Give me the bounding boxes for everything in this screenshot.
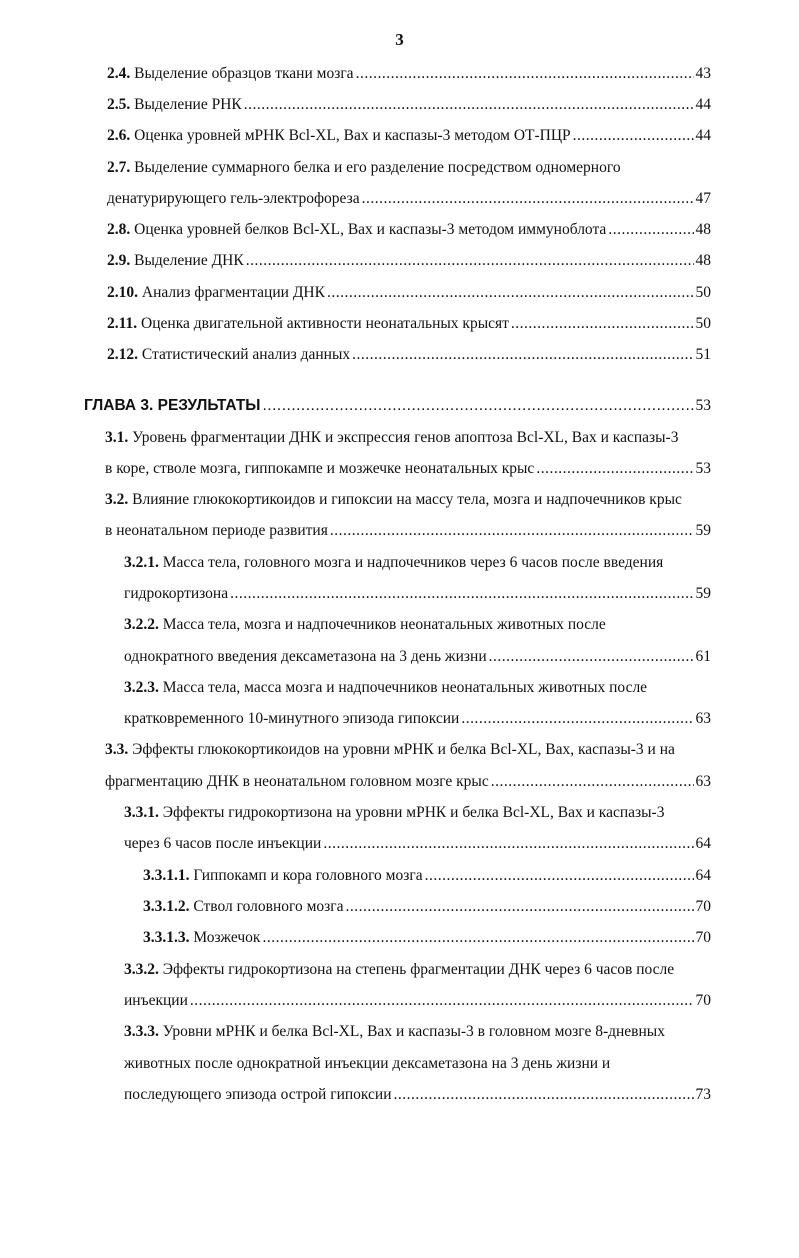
toc-entry-number: 3.2.1. — [124, 554, 159, 571]
leader-dots — [262, 396, 693, 416]
toc-entry — [105, 772, 711, 792]
toc-entry — [105, 459, 711, 479]
toc-entry-continuation: денатурирующего гель-электрофореза — [107, 190, 360, 207]
toc-entry — [124, 584, 711, 604]
toc-entry-number: 3.2. — [105, 491, 129, 508]
toc-entry — [105, 521, 711, 541]
toc-entry-continuation: животных после однократной инъекции дексаметазона на 3 день жизни и — [124, 1055, 611, 1072]
leader-dots — [573, 126, 694, 146]
toc-entry — [124, 1085, 711, 1105]
toc-entry-number: 3.3.1.2. — [143, 898, 190, 915]
toc-entry-page: 59 — [695, 522, 711, 539]
leader-dots — [425, 866, 694, 886]
leader-dots — [489, 647, 694, 667]
toc-entry-first-line — [124, 960, 674, 980]
leader-dots — [536, 459, 693, 479]
toc-entry-page: 48 — [695, 252, 711, 269]
toc-entry-page: 50 — [695, 284, 711, 301]
toc-entry-title: Масса тела, головного мозга и надпочечников через 6 часов после введения — [162, 554, 664, 571]
leader-dots — [346, 897, 694, 917]
leader-dots — [461, 709, 693, 729]
toc-entry — [143, 897, 711, 917]
page-number: 3 — [395, 30, 404, 49]
toc-entry-title: Оценка двигательной активности неонатальных крысят — [141, 315, 509, 332]
leader-dots — [323, 834, 693, 854]
toc-entry-continuation: через 6 часов после инъекции — [124, 835, 322, 852]
toc-entry-page: 64 — [695, 867, 711, 884]
toc-entry-title: Выделение суммарного белка и его разделение посредством одномерного — [134, 159, 621, 176]
toc-entry-title: Статистический анализ данных — [141, 346, 351, 363]
toc-entry-page: 70 — [695, 992, 711, 1009]
toc-entry-page: 47 — [695, 190, 711, 207]
toc-entry-page: 59 — [695, 585, 711, 602]
toc-entry-number: 2.7. — [107, 159, 131, 176]
toc-entry-page: 63 — [695, 710, 711, 727]
toc-entry-title: Масса тела, масса мозга и надпочечников неонатальных животных после — [162, 679, 648, 696]
toc-entry-number: 2.12. — [107, 346, 138, 363]
toc-entry-title: Выделение ДНК — [134, 252, 244, 269]
toc-entry-first-line — [107, 158, 621, 178]
toc-entry-number: 3.2.3. — [124, 679, 159, 696]
toc-entry — [143, 928, 711, 948]
toc-entry-first-line — [124, 1022, 665, 1042]
toc-entry — [124, 647, 711, 667]
toc-entry — [107, 189, 711, 209]
toc-entry-title: Уровни мРНК и белка Bcl-XL, Bax и каспазы-3 в головном мозге 8-дневных — [162, 1023, 665, 1040]
leader-dots — [330, 521, 694, 541]
leader-dots — [327, 283, 694, 303]
toc-entry-number: 2.9. — [107, 252, 131, 269]
toc-entry-title: Выделение РНК — [134, 96, 242, 113]
toc-entry-continuation: однократного введения дексаметазона на 3 день жизни — [124, 648, 487, 665]
toc-entry-second-line — [124, 1054, 610, 1074]
leader-dots — [246, 251, 694, 271]
toc-entry-first-line — [105, 740, 675, 760]
toc-entry-title: Эффекты гидрокортизона на уровни мРНК и белка Bcl-XL, Bax и каспазы-3 — [162, 804, 665, 821]
toc-entry-continuation: кратковременного 10-минутного эпизода гипоксии — [124, 710, 460, 727]
toc-entry-continuation: в коре, стволе мозга, гиппокампе и мозжечке неонатальных крыс — [105, 460, 535, 477]
toc-entry — [107, 220, 711, 240]
leader-dots — [394, 1085, 694, 1105]
toc-entry-first-line — [124, 803, 664, 823]
toc-entry-page: 70 — [695, 898, 711, 915]
leader-dots — [356, 64, 694, 84]
toc-entry-number: 3.3.3. — [124, 1023, 159, 1040]
toc-entry-page: 53 — [695, 397, 711, 414]
leader-dots — [244, 95, 694, 115]
toc-entry-number: 2.6. — [107, 127, 131, 144]
toc-entry-page: 73 — [695, 1086, 711, 1103]
toc-entry-number: 3.3.1.3. — [143, 929, 190, 946]
leader-dots — [190, 991, 694, 1011]
toc-entry-page: 64 — [695, 835, 711, 852]
toc-entry-number: 2.5. — [107, 96, 131, 113]
toc-entry — [107, 126, 711, 146]
toc-entry — [107, 64, 711, 84]
toc-entry — [107, 95, 711, 115]
toc-entry — [143, 866, 711, 886]
toc-entry — [124, 991, 711, 1011]
toc-entry-page: 44 — [695, 96, 711, 113]
toc-entry-page: 53 — [695, 460, 711, 477]
toc-entry-number: 3.1. — [105, 429, 129, 446]
toc-entry-title: Оценка уровней мРНК Bcl-XL, Bax и каспазы-3 методом ОТ-ПЦР — [134, 127, 571, 144]
toc-entry-continuation: в неонатальном периоде развития — [105, 522, 328, 539]
toc-entry-number: 2.8. — [107, 221, 131, 238]
toc-entry-title: Эффекты гидрокортизона на степень фрагментации ДНК через 6 часов после — [162, 961, 675, 978]
toc-entry-continuation: инъекции — [124, 992, 188, 1009]
chapter-title: ГЛАВА 3. РЕЗУЛЬТАТЫ — [84, 397, 261, 414]
toc-entry-page: 51 — [695, 346, 711, 363]
toc-entry-title: Влияние глюкокортикоидов и гипоксии на массу тела, мозга и надпочечников крыс — [132, 491, 682, 508]
toc-entry-first-line — [105, 428, 678, 448]
toc-entry — [107, 314, 711, 334]
toc-entry-number: 3.3.2. — [124, 961, 159, 978]
toc-entry — [124, 834, 711, 854]
toc-entry-continuation: последующего эпизода острой гипоксии — [124, 1086, 392, 1103]
toc-entry-number: 2.11. — [107, 315, 138, 332]
toc-entry-page: 70 — [695, 929, 711, 946]
toc-entry-page: 61 — [695, 648, 711, 665]
toc-entry — [124, 709, 711, 729]
toc-entry-number: 3.3. — [105, 741, 129, 758]
leader-dots — [262, 928, 693, 948]
toc-entry-number: 3.3.1.1. — [143, 867, 190, 884]
toc-entry-first-line — [124, 678, 647, 698]
toc-entry-title: Уровень фрагментации ДНК и экспрессия генов апоптоза Bcl-XL, Bax и каспазы-3 — [132, 429, 679, 446]
toc-entry-title: Гиппокамп и кора головного мозга — [193, 867, 423, 884]
toc-entry-page: 43 — [695, 65, 711, 82]
toc-entry-number: 2.4. — [107, 65, 131, 82]
toc-chapter-heading — [84, 396, 711, 416]
leader-dots — [491, 772, 694, 792]
toc-entry-first-line — [124, 615, 606, 635]
toc-entry — [107, 251, 711, 271]
toc-entry-number: 3.2.2. — [124, 616, 159, 633]
toc-entry-title: Анализ фрагментации ДНК — [141, 284, 325, 301]
toc-entry-page: 63 — [695, 773, 711, 790]
toc-entry-continuation: гидрокортизона — [124, 585, 229, 602]
toc-entry-title: Оценка уровней белков Bcl-XL, Bax и каспазы-3 методом иммуноблота — [134, 221, 607, 238]
leader-dots — [511, 314, 694, 334]
toc-entry-number: 3.3.1. — [124, 804, 159, 821]
toc-entry-title: Выделение образцов ткани мозга — [134, 65, 354, 82]
toc-entry — [107, 283, 711, 303]
leader-dots — [362, 189, 694, 209]
toc-entry-title: Ствол головного мозга — [193, 898, 344, 915]
toc-entry-page: 50 — [695, 315, 711, 332]
toc-entry-first-line — [105, 490, 682, 510]
toc-entry-page: 44 — [695, 127, 711, 144]
leader-dots — [608, 220, 693, 240]
toc-entry-title: Эффекты глюкокортикоидов на уровни мРНК и белка Bcl-XL, Bax, каспазы-3 и на — [132, 741, 675, 758]
toc-entry-page: 48 — [695, 221, 711, 238]
toc-entry — [107, 345, 711, 365]
toc-entry-continuation: фрагментацию ДНК в неонатальном головном мозге крыс — [105, 773, 489, 790]
toc-entry-number: 2.10. — [107, 284, 138, 301]
leader-dots — [230, 584, 693, 604]
toc-entry-title: Мозжечок — [193, 929, 261, 946]
leader-dots — [352, 345, 693, 365]
toc-entry-first-line — [124, 553, 663, 573]
toc-entry-title: Масса тела, мозга и надпочечников неонатальных животных после — [162, 616, 606, 633]
